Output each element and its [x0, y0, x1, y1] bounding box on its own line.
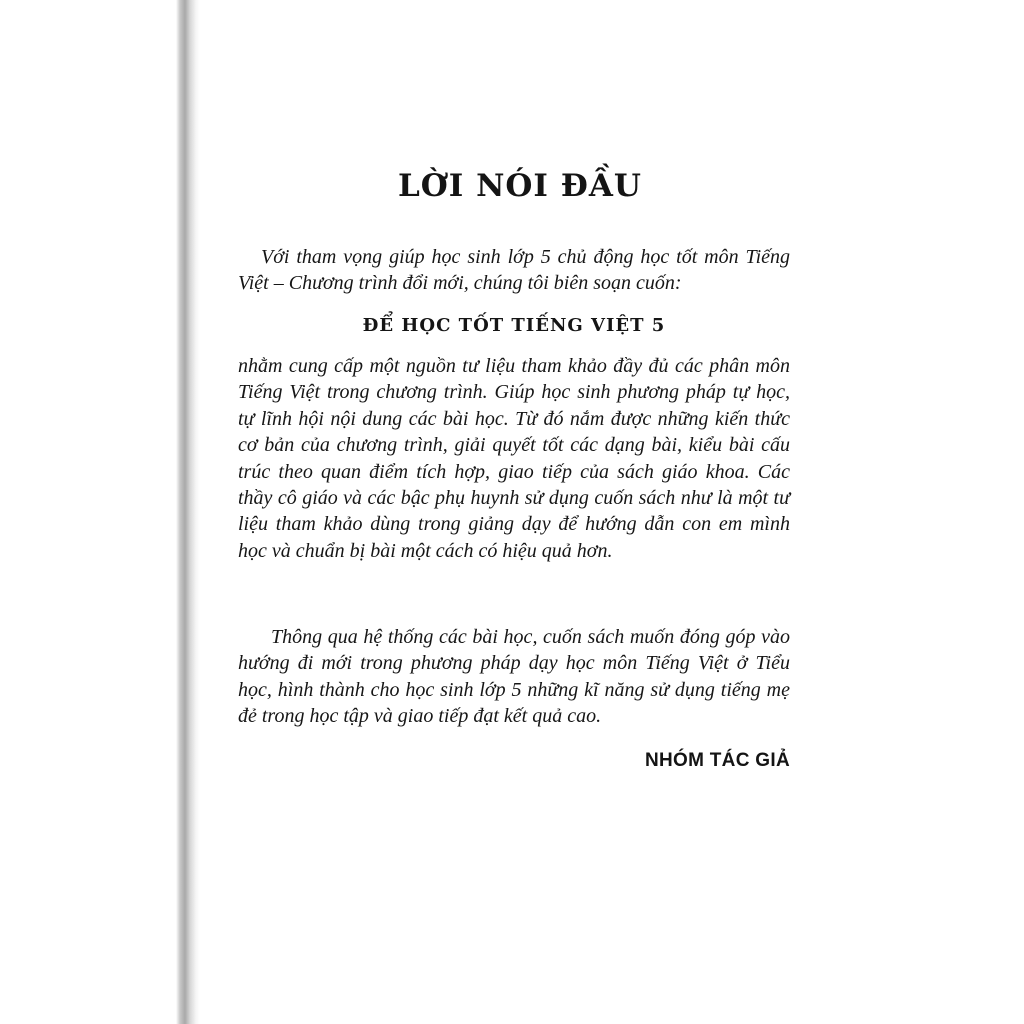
purpose-paragraph: nhằm cung cấp một nguồn tư liệu tham khảo đầy đủ các phân môn Tiếng Việt trong chương trình. Giúp học sinh phương pháp tự học, tự lĩnh hội nội dung các bài học. Từ đó nắm được những kiến thức cơ bản của chương trình, giải quyết tốt các dạng bài, kiểu bài cấu trúc theo quan điểm tích hợp, giao tiếp của sách giáo khoa. Các thầy cô giáo và các bậc phụ huynh sử dụng cuốn sách như là một tư liệu tham khảo dùng trong giảng dạy để hướng dẫn con em mình học và chuẩn bị bài một cách có hiệu quả hơn.: [238, 355, 790, 562]
author-signature: NHÓM TÁC GIẢ: [644, 750, 790, 771]
page-binding-shadow: [0, 0, 200, 1024]
closing-paragraph: Thông qua hệ thống các bài học, cuốn sách muốn đóng góp vào hướng đi mới trong phương pháp dạy học môn Tiếng Việt ở Tiểu học, hình thành cho học sinh lớp 5 những kĩ năng sử dụng tiếng mẹ đẻ trong học tập và giao tiếp đạt kết quả cao.: [238, 626, 790, 728]
page-heading: LỜI NÓI ĐẦU: [398, 168, 642, 204]
book-title: ĐỂ HỌC TỐT TIẾNG VIỆT 5: [362, 315, 666, 336]
intro-paragraph: Với tham vọng giúp học sinh lớp 5 chủ động học tốt môn Tiếng Việt – Chương trình đổi mới, chúng tôi biên soạn cuốn:: [238, 246, 790, 295]
